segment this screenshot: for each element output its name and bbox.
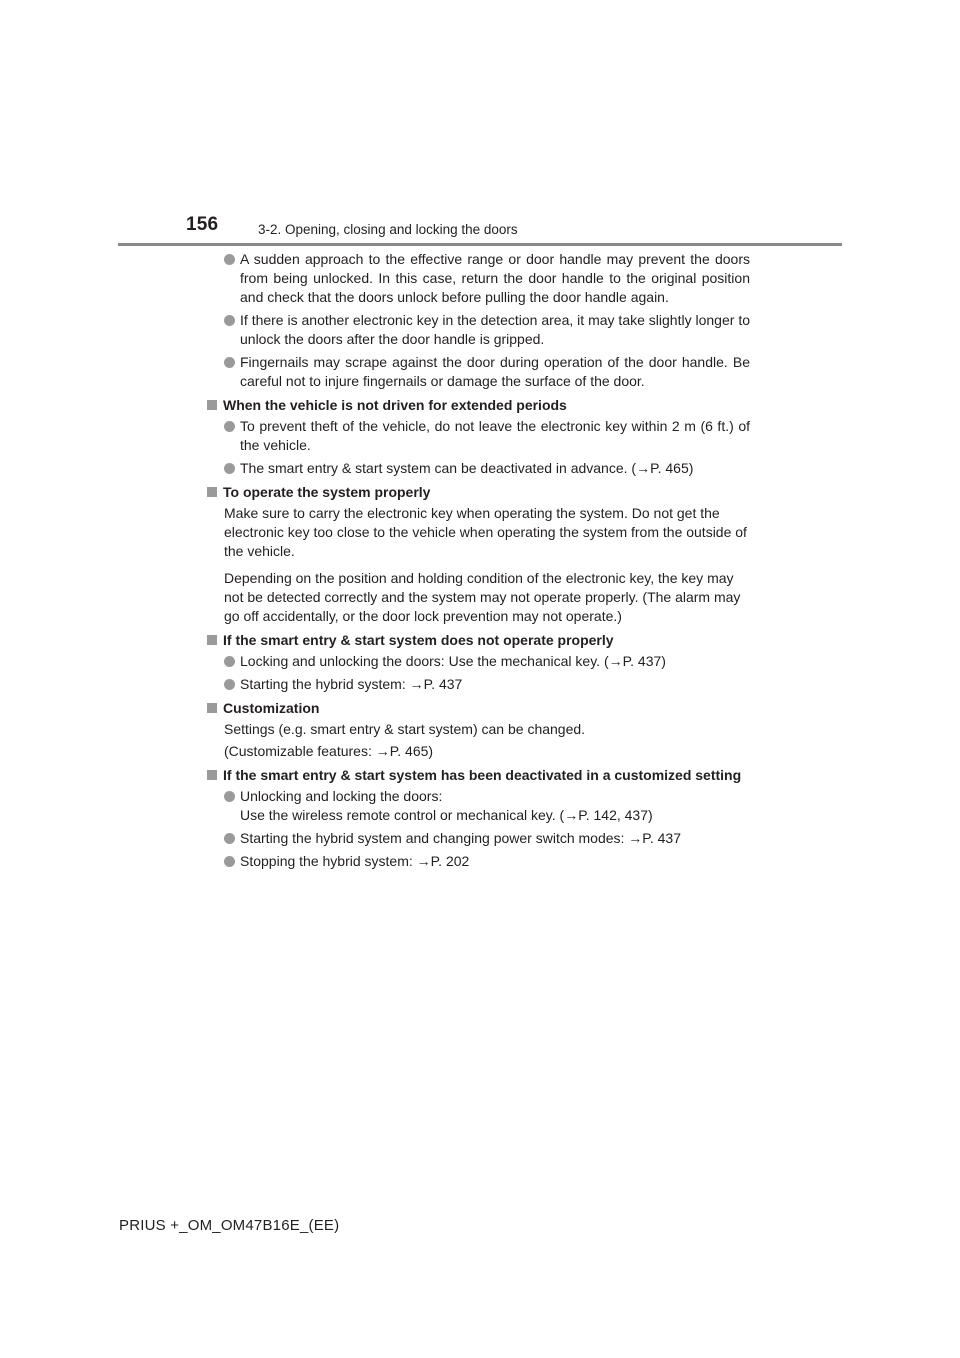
list-item: If there is another electronic key in the detection area, it may take slightly longer to unlock the doors after the door handle is gripped.: [222, 311, 750, 349]
section-heading-customization: Customization: [206, 699, 750, 718]
paragraph: Depending on the position and holding condition of the electronic key, the key may not be detected correctly and the system may not operate properly. (The alarm may go off accidentally, or the door lock prevention may not operate.): [224, 570, 741, 624]
list-item: [222, 787, 750, 825]
section-heading-operate-properly: To operate the system properly: [206, 483, 750, 502]
header-divider: [118, 243, 842, 246]
list-item: To prevent theft of the vehicle, do not leave the electronic key within 2 m (6 ft.) of the vehicle.: [222, 417, 750, 455]
page-number: 156: [186, 214, 219, 235]
list-item-line: Use the wireless remote control or mechanical key. (→P. 142, 437): [240, 807, 653, 823]
list-item: Stopping the hybrid system: →P. 202: [222, 852, 750, 871]
list-item: Starting the hybrid system: →P. 437: [222, 675, 750, 694]
section-heading-extended-periods: When the vehicle is not driven for extended periods: [206, 396, 750, 415]
document-id: PRIUS +_OM_OM47B16E_(EE): [119, 1217, 340, 1234]
section-title: 3-2. Opening, closing and locking the doors: [258, 222, 518, 237]
paragraph-line: (Customizable features: →P. 465): [224, 743, 434, 759]
list-item: Starting the hybrid system and changing power switch modes: →P. 437: [222, 829, 750, 848]
list-item: A sudden approach to the effective range or door handle may prevent the doors from being unlocked. In this case, return the door handle to the original position and check that the doors unlock before pulling the door handle again.: [222, 250, 750, 307]
list-item: The smart entry & start system can be deactivated in advance. (→P. 465): [222, 459, 750, 478]
section-heading-deactivated: If the smart entry & start system has been deactivated in a customized setting: [206, 766, 750, 785]
list-item: Fingernails may scrape against the door during operation of the door handle. Be careful not to injure fingernails or damage the surface of the door.: [222, 353, 750, 391]
paragraph-line: Settings (e.g. smart entry & start system) can be changed.: [224, 721, 586, 737]
list-item-line: Unlocking and locking the doors:: [240, 788, 443, 804]
list-item: Locking and unlocking the doors: Use the mechanical key. (→P. 437): [222, 652, 750, 671]
section-heading-not-operate: If the smart entry & start system does not operate properly: [206, 631, 750, 650]
page-content: [222, 250, 750, 875]
paragraph: Make sure to carry the electronic key when operating the system. Do not get the electronic key too close to the vehicle when operating the system from the outside of the vehicle.: [224, 505, 747, 559]
